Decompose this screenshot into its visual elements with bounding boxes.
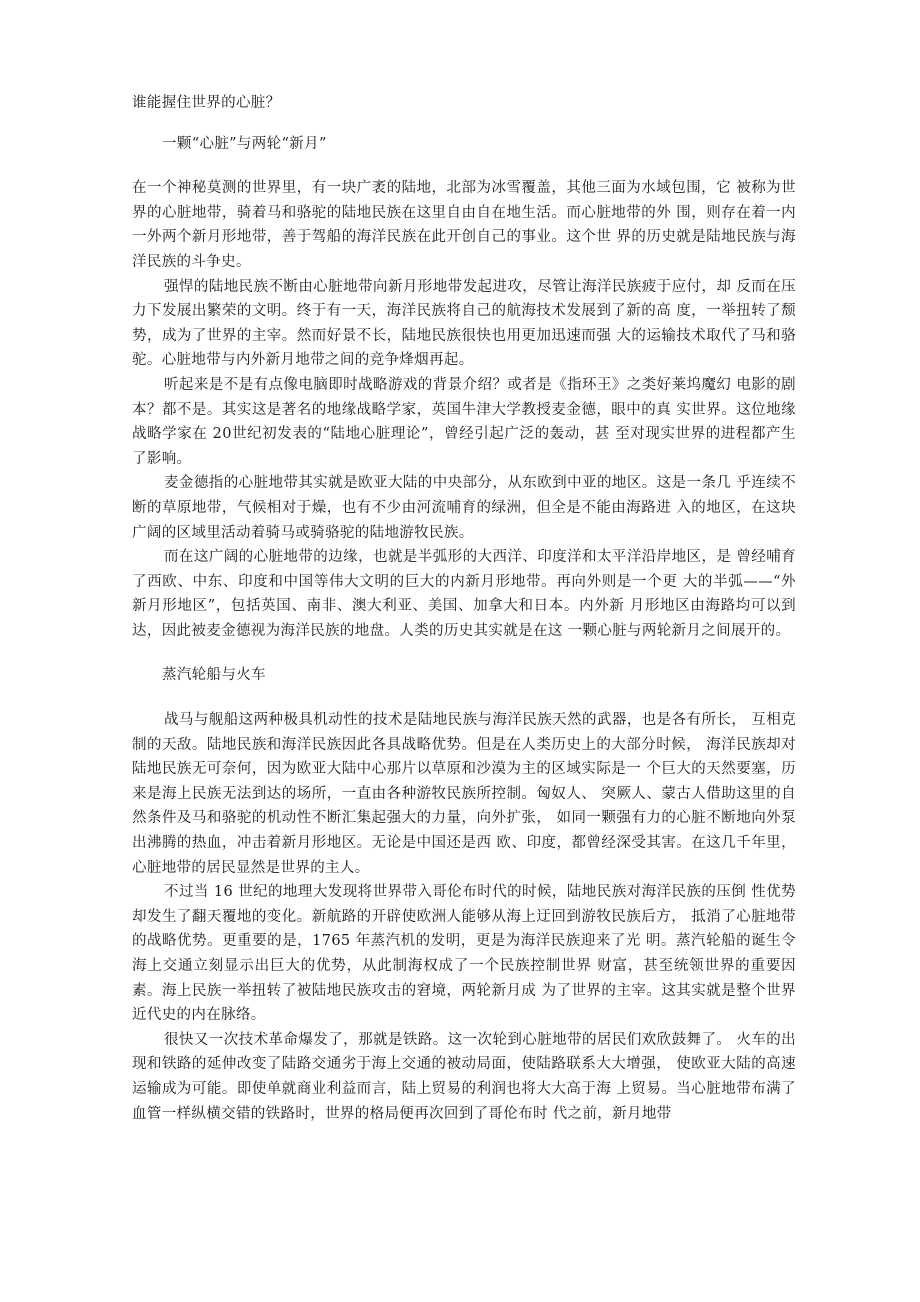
article-body (132, 91, 796, 1126)
section-heading-steamship-and-train: 蒸汽轮船与火车 (162, 667, 266, 684)
document-title: 谁能握住世界的心脏？ (132, 95, 281, 111)
paragraph: 听起来是不是有点像电脑即时战略游戏的背景介绍？或者是《指环王》之类好莱坞魔幻 电影的剧本？都不是。其实这是著名的地缘战略学家，英国牛津大学教授麦金德，眼中的真 实世界。这位地缘战略学家在 20世纪初发表的“陆地心脏理论”，曾经引起广泛的轰动，甚 至对现实世界的进程都产生了影响。 (132, 376, 796, 467)
section-heading-heart-and-crescents: 一颗“心脏”与两轮“新月” (162, 135, 327, 152)
paragraph: 很快又一次技术革命爆发了，那就是铁路。这一次轮到心脏地带的居民们欢欣鼓舞了。 火车的出现和铁路的延伸改变了陆路交通劣于海上交通的被动局面，使陆路联系大大增强， 使欧亚大陆的高速运输成为可能。即使单就商业利益而言，陆上贸易的利润也将大大高于海 上贸易。当心脏地带布满了血管一样纵横交错的铁路时，世界的格局便再次回到了哥伦布时 代之前，新月地带 (132, 1031, 796, 1122)
section-spacer (132, 643, 796, 663)
paragraph: 战马与舰船这两种极具机动性的技术是陆地民族与海洋民族天然的武器，也是各有所长， 互相克制的天敌。陆地民族和海洋民族因此各具战略优势。但是在人类历史上的大部分时候， 海洋民族却对陆地民族无可奈何，因为欧亚大陆中心那片以草原和沙漠为主的区域实际是一 个巨大的天然要塞，历来是海上民族无法到达的场所，一直由各种游牧民族所控制。匈奴人、 突厥人、蒙古人借助这里的自然条件及马和骆驼的机动性不断汇集起强大的力量，向外扩张， 如同一颗强有力的心脏不断地向外泵出沸腾的热血，冲击着新月形地区。无论是中国还是西 欧、印度，都曾经深受其害。在这几千年里，心脏地带的居民显然是世界的主人。 (132, 712, 796, 876)
paragraph: 而在这广阔的心脏地带的边缘，也就是半弧形的大西洋、印度洋和太平洋沿岸地区，是 曾经哺育了西欧、中东、印度和中国等伟大文明的巨大的内新月形地带。再向外则是一个更 大的半弧——“外新月形地区”，包括英国、南非、澳大利亚、美国、加拿大和日本。内外新 月形地区由海路均可以到达，因此被麦金德视为海洋民族的地盘。人类的历史其实就是在这 一颗心脏与两轮新月之间展开的。 (132, 549, 796, 639)
paragraph: 不过当 16 世纪的地理大发现将世界带入哥伦布时代的时候，陆地民族对海洋民族的压倒 性优势却发生了翻天覆地的变化。新航路的开辟使欧洲人能够从海上迂回到游牧民族后方， 抵消了心脏地带的战略优势。更重要的是，1765 年蒸汽机的发明，更是为海洋民族迎来了光 明。蒸汽轮船的诞生令海上交通立刻显示出巨大的优势，从此制海权成了一个民族控制世界 财富，甚至统领世界的重要因素。海上民族一举扭转了被陆地民族攻击的窘境，两轮新月成 为了世界的主宰。这其实就是整个世界近代史的内在脉络。 (132, 884, 796, 1024)
paragraph: 强悍的陆地民族不断由心脏地带向新月形地带发起进攻，尽管让海洋民族疲于应付，却 反而在压力下发展出繁荣的文明。终于有一天，海洋民族将自己的航海技术发展到了新的高 度，一举扭转了颓势，成为了世界的主宰。然而好景不长，陆地民族很快也用更加迅速而强 大的运输技术取代了马和骆驼。心脏地带与内外新月地带之间的竞争烽烟再起。 (132, 278, 796, 369)
paragraph: 麦金德指的心脏地带其实就是欧亚大陆的中央部分，从东欧到中亚的地区。这是一条几 乎连续不断的草原地带，气候相对于燥，也有不少由河流哺育的绿洲，但全是不能由海路进 入的地区，在这块广阔的区域里活动着骑马或骑骆驼的陆地游牧民族。 (132, 475, 796, 541)
paragraph: 在一个神秘莫测的世界里，有一块广袤的陆地，北部为冰雪覆盖，其他三面为水域包围，它 被称为世界的心脏地带，骑着马和骆驼的陆地民族在这里自由自在地生活。而心脏地带的外 围，则存在着一内一外两个新月形地带，善于驾船的海洋民族在此开创自己的事业。这个世 界的历史就是陆地民族与海洋民族的斗争史。 (132, 180, 796, 270)
